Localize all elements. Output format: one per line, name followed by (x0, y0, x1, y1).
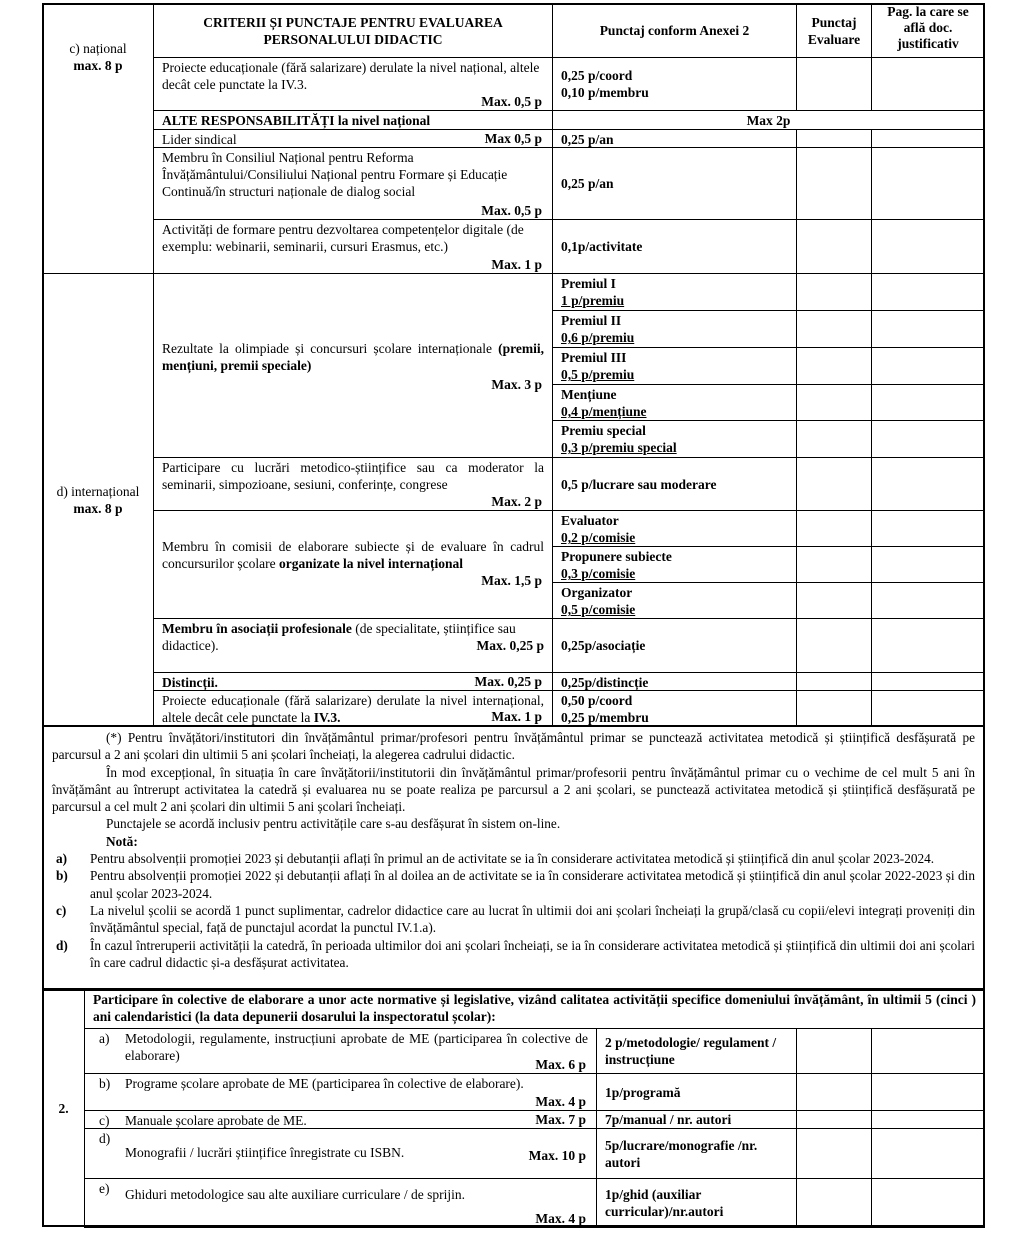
text: a) (56, 851, 68, 867)
international-label: d) internațional max. 8 p (42, 273, 154, 726)
section2-row (84, 1073, 597, 1111)
olimpiada-score (552, 273, 797, 311)
national-label: c) național max. 8 p (42, 3, 154, 274)
text: Premiul III (561, 350, 627, 365)
text: b) (99, 1076, 111, 1091)
eval-score-cell[interactable] (796, 273, 872, 311)
score: 0,25p/distincție (552, 672, 797, 691)
text: 0,3 p/premiu special (561, 440, 677, 455)
text: Monografii / lucrări științifice înregistrate cu ISBN. (125, 1145, 405, 1160)
note-p3: Punctajele se acordă inclusiv pentru activitățile care s-au desfășurat în sistem on-line. (106, 816, 561, 832)
section2-row (84, 1110, 597, 1129)
page-ref-cell[interactable] (871, 1028, 985, 1074)
note-p2: În mod excepțional, în situația în care învățătorii/institutorii din învățământul primar/profesorii pentru învățământul primar cu o vechime de cel mult 5 ani în învățământ au întrerupt activitatea la catedră și evaluarea nu se poate realiza pe parcursul a 2 ani școlari, se punctează activitatea metodică și științifică desfășurată pe parcursul a cel mult 2 ani școlari din ultimii 5 ani școlari încheiați. (52, 764, 975, 815)
text: Pentru absolvenții promoției 2023 și debutanții aflați în primul an de activitate se ia în considerare activitatea metodică și științifică din anul școlar 2023-2024. (90, 851, 935, 867)
row-proiecte-international: Proiecte educaționale (fără salarizare) derulate la nivel internațional, altele decât cele punctate la IV.3. Max. 1 p (153, 690, 553, 726)
text: Programe școlare aprobate de ME (participarea în colective de elaborare). (125, 1076, 524, 1091)
text: Premiu special (561, 423, 646, 438)
page-ref-cell[interactable] (871, 690, 985, 727)
page-ref-cell[interactable] (871, 618, 985, 673)
page-ref-cell[interactable] (871, 510, 985, 547)
text: Max. 7 p (535, 1112, 586, 1127)
text: 0,3 p/comisie (561, 566, 636, 581)
eval-score-cell[interactable] (796, 457, 872, 511)
page-ref-cell[interactable] (871, 147, 985, 220)
eval-score-cell[interactable] (796, 510, 872, 547)
page-ref-cell[interactable] (871, 310, 985, 348)
page-ref-cell[interactable] (871, 384, 985, 421)
text: Max. 4 p (535, 1211, 586, 1226)
text: 5p/lucrare/monografie /nr. autori (605, 1137, 758, 1170)
eval-score-cell[interactable] (796, 420, 872, 458)
note-item (52, 867, 975, 902)
text: Premiul II (561, 313, 622, 328)
text: Premiul I (561, 276, 616, 291)
criteria-header: CRITERII ȘI PUNCTAJE PENTRU EVALUAREA PERSONALULUI DIDACTIC (153, 3, 553, 58)
row-lider: Lider sindical Max 0,5 p (153, 129, 553, 148)
note-item (52, 902, 975, 937)
eval-score-cell[interactable] (796, 384, 872, 421)
section2-score (596, 1178, 797, 1228)
text: Max. 6 p (535, 1057, 586, 1072)
text: La nivelul școlii se acordă 1 punct suplimentar, cadrelor didactice care au lucrat în ultimii doi ani școlari încheiați la grupă/clasă cu copii/elevi integrați proveniți din învățământul special, față de punctajul acordat la punctul IV.1.a). (90, 902, 975, 936)
score: 0,1p/activitate (552, 219, 797, 274)
alte-responsabilitati: ALTE RESPONSABILITĂȚI la nivel național (153, 110, 553, 130)
text: c) (99, 1113, 110, 1128)
text: 0,2 p/comisie (561, 530, 636, 545)
score: 0,25 p/coord 0,10 p/membru (552, 57, 797, 111)
page-ref-cell[interactable] (871, 546, 985, 583)
eval-score-cell[interactable] (796, 57, 872, 111)
text: Max. 10 p (528, 1148, 586, 1163)
row-membru-consiliu: Membru în Consiliul Național pentru Reforma Învățământului/Consiliului Național pentru Formare și Educație Continuă/în structuri naționale de dialog social Max. 0,5 p (153, 147, 553, 220)
section2-score (596, 1128, 797, 1179)
olimpiada-score (552, 420, 797, 458)
eval-score-cell[interactable] (796, 219, 872, 274)
page-ref-cell[interactable] (871, 672, 985, 691)
text: Ghiduri metodologice sau alte auxiliare curriculare / de sprijin. (125, 1187, 466, 1202)
text: 0,5 p/premiu (561, 367, 635, 382)
text: 1 p/premiu (561, 293, 625, 308)
row-activitati-digitale: Activități de formare pentru dezvoltarea competențelor digitale (de exemplu: webinarii, seminarii, cursuri Erasmus, etc.) Max. 1 p (153, 219, 553, 274)
comisie-score (552, 546, 797, 583)
annex-header: Punctaj conform Anexei 2 (552, 3, 797, 58)
text: 1p/ghid (auxiliar curricular)/nr.autori (605, 1187, 724, 1219)
page-ref-cell[interactable] (871, 1128, 985, 1179)
text: Manuale școlare aprobate de ME. (125, 1113, 307, 1128)
eval-score-cell[interactable] (796, 1028, 872, 1074)
text: d) (56, 937, 68, 953)
text: 0,5 p/comisie (561, 602, 636, 617)
page-ref-cell[interactable] (871, 457, 985, 511)
text: Max. 4 p (535, 1094, 586, 1109)
text: b) (56, 868, 68, 884)
eval-score-cell[interactable] (796, 147, 872, 220)
section2-score (596, 1110, 797, 1129)
row-olimpiade: Rezultate la olimpiade și concursuri școlare internaționale (premii, mențiuni, premii speciale) Max. 3 p (153, 273, 553, 458)
section2-row (84, 1128, 597, 1179)
text: În cazul întreruperii activității la catedră, în perioada ultimilor doi ani școlari încheiați, se ia în considerare activitatea metodică și științifică din ultimii doi ani școlari în care cadrul didactic și-a desfășurat activitatea. (90, 937, 975, 970)
section2-score (596, 1073, 797, 1111)
page-ref-cell[interactable] (871, 1073, 985, 1111)
eval-score-cell[interactable] (796, 310, 872, 348)
notes (42, 725, 985, 990)
page-ref-cell[interactable] (871, 57, 985, 111)
text: Evaluator (561, 513, 619, 528)
eval-score-cell[interactable] (796, 1110, 872, 1129)
olimpiada-score (552, 310, 797, 348)
text: e) (99, 1181, 110, 1196)
text: 2 p/metodologie/ regulament / instrucțiune (605, 1035, 777, 1067)
olimpiada-score (552, 347, 797, 385)
page-header: Pag. la care se află doc. justificativ (871, 3, 985, 58)
eval-score-cell[interactable] (796, 672, 872, 691)
score: 0,25p/asociație (552, 618, 797, 673)
text: Metodologii, regulamente, instrucțiuni aprobate de ME (participarea în colective de elaborare) (125, 1031, 588, 1063)
page-ref-cell[interactable] (871, 420, 985, 458)
text: 0,4 p/mențiune (561, 404, 647, 419)
page-ref-cell[interactable] (871, 273, 985, 311)
text: Mențiune (561, 387, 617, 402)
page-ref-cell[interactable] (871, 347, 985, 385)
score: 0,25 p/an (552, 129, 797, 148)
text: Propunere subiecte (561, 549, 672, 564)
note-p1: (*) Pentru învățători/institutori din învățământul primar/profesori pentru învățământul primar se punctează activitatea metodică și științifică desfășurată pe parcursul a 2 ani școlari din ultimii 5 ani școlari încheiați, la alegerea cadrului didactic. (52, 730, 975, 763)
text: 0,6 p/premiu (561, 330, 635, 345)
eval-score-cell[interactable] (796, 690, 872, 727)
section2-row (84, 1178, 597, 1228)
row-comisii: Membru în comisii de elaborare subiecte și de evaluare în cadrul concursurilor școlare organizate la nivel internațional Max. 1,5 p (153, 510, 553, 619)
row-proiecte-national: Proiecte educaționale (fără salarizare) derulate la nivel național, altele decât cele punctate la IV.3. Max. 0,5 p (153, 57, 553, 111)
section2-row (84, 1028, 597, 1074)
score: 0,25 p/an (552, 147, 797, 220)
eval-score-cell[interactable] (796, 347, 872, 385)
page-ref-cell[interactable] (871, 219, 985, 274)
note-item (52, 850, 975, 867)
row-distinctii: Distincții. Max. 0,25 p (153, 672, 553, 691)
eval-score-cell[interactable] (796, 1073, 872, 1111)
eval-score-cell[interactable] (796, 1128, 872, 1179)
eval-score-cell[interactable] (796, 582, 872, 619)
row-asociatii: Membru în asociații profesionale (de specialitate, științifice sau didactice). Max. 0,25 p (153, 618, 553, 673)
text: d) (99, 1131, 111, 1146)
eval-score-cell[interactable] (796, 129, 872, 148)
text: 7p/manual / nr. autori (605, 1112, 732, 1127)
text: 1p/programă (605, 1084, 681, 1100)
section2-score (596, 1028, 797, 1074)
eval-score-cell[interactable] (796, 618, 872, 673)
nota-label: Notă: (106, 833, 138, 849)
page-ref-cell[interactable] (871, 582, 985, 619)
page-ref-cell[interactable] (871, 1110, 985, 1129)
score: 0,50 p/coord 0,25 p/membru (552, 690, 797, 726)
eval-score-cell[interactable] (796, 546, 872, 583)
eval-score-cell[interactable] (796, 1178, 872, 1228)
comisie-score (552, 582, 797, 619)
comisie-score (552, 510, 797, 547)
max-2p: Max 2p (552, 110, 985, 130)
page-ref-cell[interactable] (871, 129, 985, 148)
eval-header: Punctaj Evaluare (796, 3, 872, 58)
section-number: 2. (42, 989, 85, 1227)
olimpiada-score (552, 384, 797, 421)
text: Pentru absolvenții promoției 2022 și debutanții aflați în al doilea an de activitate se ia în considerare activitatea metodică și științifică din anul școlar 2022-2023 și din anul școlar 2023-2024. (90, 868, 975, 901)
note-item (52, 937, 975, 972)
text: c) (56, 902, 67, 918)
section2-title: Participare în colective de elaborare a unor acte normative și legislative, vizând calitatea activității specifice domeniului învățământ, în ultimii 5 (cinci ) ani calendaristici (la data depunerii dosarului la inspectoratul școlar): (84, 989, 985, 1029)
page-ref-cell[interactable] (871, 1178, 985, 1228)
text: a) (99, 1031, 110, 1046)
score: 0,5 p/lucrare sau moderare (552, 457, 797, 511)
text: Organizator (561, 585, 633, 600)
row-lucrari: Participare cu lucrări metodico-științifice sau ca moderator la seminarii, simpozioane, sesiuni, conferințe, congrese Max. 2 p (153, 457, 553, 511)
